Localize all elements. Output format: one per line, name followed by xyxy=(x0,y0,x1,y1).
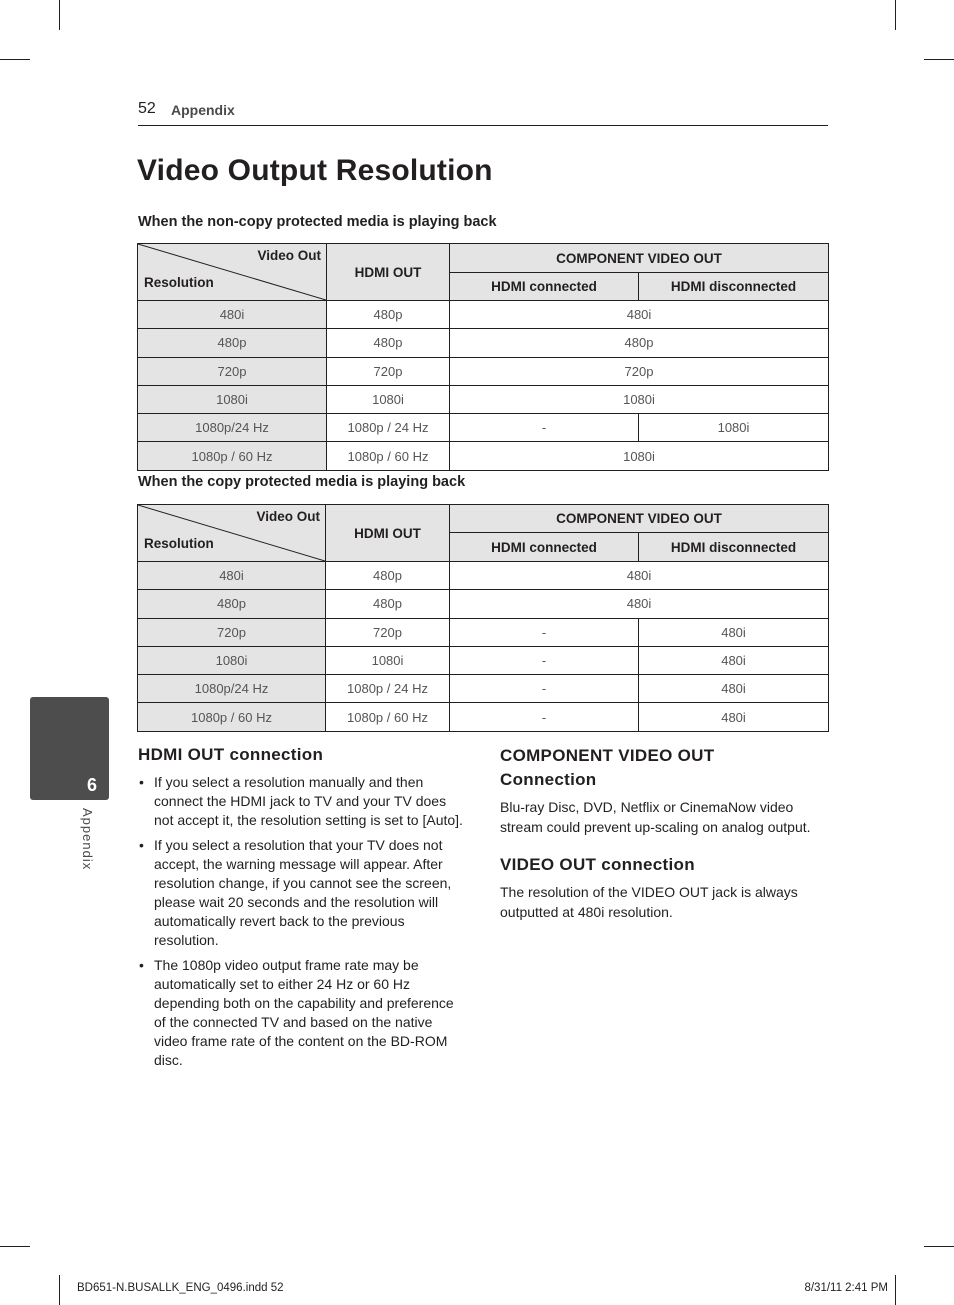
resolution-cell: 480p xyxy=(138,329,327,357)
component-header: COMPONENT VIDEO OUT xyxy=(450,244,829,273)
hdmi-out-cell: 1080i xyxy=(326,646,450,674)
component-section-text: Blu-ray Disc, DVD, Netflix or CinemaNow video stream could prevent up-scaling on analog output. xyxy=(500,799,811,835)
resolution-cell: 1080p / 60 Hz xyxy=(138,703,326,731)
hdmi-disconnected-header: HDMI disconnected xyxy=(639,533,829,562)
crop-mark xyxy=(59,0,60,30)
list-item-text: The 1080p video output frame rate may be automatically set to either 24 Hz or 60 Hz depending both on the capability and preference of the connected TV and based on the native video frame rate of the content on the BD-ROM disc. xyxy=(154,957,454,1068)
resolution-label: Resolution xyxy=(144,536,214,551)
component-cell: 480i xyxy=(450,590,829,618)
table-row xyxy=(138,562,829,590)
list-item xyxy=(138,773,468,830)
hdmi-connected-header: HDMI connected xyxy=(450,533,639,562)
resolution-cell: 720p xyxy=(138,357,327,385)
hdmi-out-cell: 1080p / 24 Hz xyxy=(326,675,450,703)
hdmi-disconnected-cell: 480i xyxy=(639,646,829,674)
table-row xyxy=(138,385,829,413)
hdmi-out-cell: 720p xyxy=(326,618,450,646)
component-cell: 480i xyxy=(450,301,829,329)
hdmi-connected-cell: - xyxy=(450,618,639,646)
component-cell: 480i xyxy=(450,562,829,590)
resolution-table-copy xyxy=(137,504,829,732)
hdmi-connected-cell: - xyxy=(450,703,639,731)
heading-line: COMPONENT VIDEO OUT xyxy=(500,746,715,765)
crop-mark xyxy=(924,59,954,60)
hdmi-section-heading: HDMI OUT connection xyxy=(138,745,324,764)
resolution-cell: 480p xyxy=(138,590,326,618)
resolution-cell: 480i xyxy=(138,562,326,590)
hdmi-disconnected-cell: 480i xyxy=(639,675,829,703)
resolution-cell: 1080i xyxy=(138,385,327,413)
diagonal-header-cell xyxy=(138,505,326,562)
table-row xyxy=(138,618,829,646)
hdmi-connected-cell: - xyxy=(450,414,639,442)
resolution-cell: 1080p/24 Hz xyxy=(138,675,326,703)
crop-mark xyxy=(895,1275,896,1305)
component-section-heading xyxy=(500,744,714,792)
heading-line: Connection xyxy=(500,770,597,789)
bullet: • xyxy=(139,774,144,790)
video-section-heading: VIDEO OUT connection xyxy=(500,855,695,874)
table-row xyxy=(138,442,829,470)
chapter-number: 6 xyxy=(86,775,97,795)
video-out-label: Video Out xyxy=(257,248,321,263)
hdmi-out-cell: 1080p / 60 Hz xyxy=(327,442,450,470)
list-item-text: If you select a resolution manually and then connect the HDMI jack to TV and your TV does not accept it, the resolution setting is set to [Auto]. xyxy=(154,774,463,828)
list-item xyxy=(138,836,468,950)
footer-file-info: BD651-N.BUSALLK_ENG_0496.indd 52 xyxy=(77,1282,284,1294)
resolution-cell: 1080p/24 Hz xyxy=(138,414,327,442)
video-out-label: Video Out xyxy=(256,509,320,524)
crop-mark xyxy=(924,1246,954,1247)
table-row xyxy=(138,301,829,329)
table-row xyxy=(138,675,829,703)
resolution-cell: 720p xyxy=(138,618,326,646)
component-header: COMPONENT VIDEO OUT xyxy=(450,505,829,533)
running-header xyxy=(138,99,828,126)
table-body xyxy=(138,505,829,732)
page-number: 52 xyxy=(138,100,156,117)
resolution-cell: 1080i xyxy=(138,646,326,674)
hdmi-disconnected-cell: 480i xyxy=(639,703,829,731)
footer-timestamp: 8/31/11 2:41 PM xyxy=(804,1282,888,1294)
component-cell: 1080i xyxy=(450,385,829,413)
resolution-cell: 1080p / 60 Hz xyxy=(138,442,327,470)
hdmi-disconnected-header: HDMI disconnected xyxy=(639,273,829,301)
video-section-text: The resolution of the VIDEO OUT jack is always outputted at 480i resolution. xyxy=(500,884,798,920)
hdmi-out-cell: 480p xyxy=(326,590,450,618)
section-name: Appendix xyxy=(171,102,235,118)
hdmi-out-cell: 1080p / 60 Hz xyxy=(326,703,450,731)
table-row xyxy=(138,646,829,674)
table-subtitle: When the non-copy protected media is playing back xyxy=(138,214,497,230)
table-body xyxy=(138,244,829,471)
hdmi-out-header: HDMI OUT xyxy=(327,244,450,301)
crop-mark xyxy=(59,1275,60,1305)
diagonal-header-cell xyxy=(138,244,327,301)
crop-mark xyxy=(895,0,896,30)
chapter-label: Appendix xyxy=(80,808,95,871)
component-cell: 480p xyxy=(450,329,829,357)
resolution-cell: 480i xyxy=(138,301,327,329)
hdmi-out-cell: 1080i xyxy=(327,385,450,413)
hdmi-out-header: HDMI OUT xyxy=(326,505,450,562)
bullet: • xyxy=(139,837,144,853)
table-row xyxy=(138,414,829,442)
table-row xyxy=(138,590,829,618)
list-item-text: If you select a resolution that your TV does not accept, the warning message will appear. After resolution change, if you cannot see the screen, please wait 20 seconds and the resolution will automatically revert back to the previous resolution. xyxy=(154,837,452,948)
component-cell: 720p xyxy=(450,357,829,385)
bullet: • xyxy=(139,957,144,973)
table-row xyxy=(138,329,829,357)
hdmi-connected-cell: - xyxy=(450,646,639,674)
hdmi-disconnected-cell: 1080i xyxy=(639,414,829,442)
table-row xyxy=(138,703,829,731)
component-cell: 1080i xyxy=(450,442,829,470)
hdmi-bullet-list xyxy=(138,773,468,1076)
hdmi-out-cell: 1080p / 24 Hz xyxy=(327,414,450,442)
hdmi-disconnected-cell: 480i xyxy=(639,618,829,646)
chapter-tab xyxy=(30,697,109,800)
hdmi-connected-header: HDMI connected xyxy=(450,273,639,301)
crop-mark xyxy=(0,1246,30,1247)
hdmi-out-cell: 480p xyxy=(327,329,450,357)
page-title: Video Output Resolution xyxy=(137,154,493,187)
crop-mark xyxy=(0,59,30,60)
hdmi-out-cell: 480p xyxy=(327,301,450,329)
list-item xyxy=(138,956,468,1070)
resolution-label: Resolution xyxy=(144,275,214,290)
table-subtitle: When the copy protected media is playing back xyxy=(138,474,466,490)
table-row xyxy=(138,357,829,385)
resolution-table-non-copy xyxy=(137,243,829,471)
hdmi-out-cell: 720p xyxy=(327,357,450,385)
hdmi-out-cell: 480p xyxy=(326,562,450,590)
hdmi-connected-cell: - xyxy=(450,675,639,703)
